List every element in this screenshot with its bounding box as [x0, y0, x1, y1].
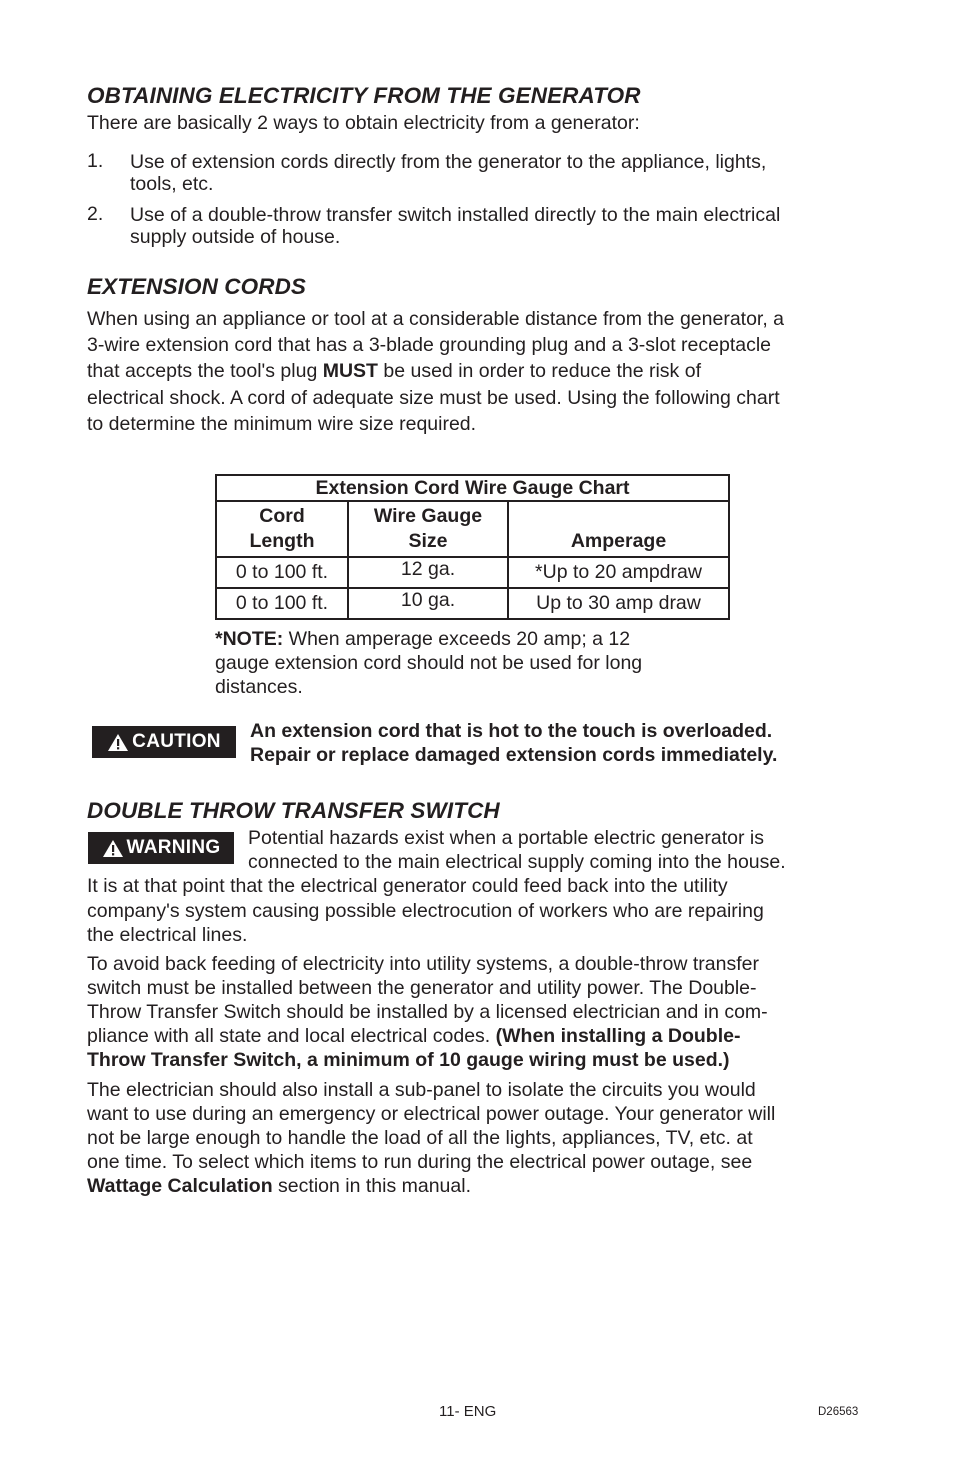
emphasis-must: MUST	[322, 360, 378, 382]
paragraph-line: 3-wire extension cord that has a 3-blade grounding plug and a 3-slot receptacle	[87, 334, 772, 356]
header-amperage: Amperage	[508, 501, 729, 557]
paragraph-line: To avoid back feeding of electricity into utility systems, a double-throw transfer	[87, 953, 759, 975]
paragraph-line: When using an appliance or tool at a considerable distance from the generator, a	[87, 308, 785, 330]
table-title: Extension Cord Wire Gauge Chart	[216, 475, 729, 501]
heading-obtaining-electricity: OBTAINING ELECTRICITY FROM THE GENERATOR	[87, 83, 641, 108]
paragraph-text: be used in order to reduce the risk of	[377, 360, 701, 382]
paragraph-line: The electrician should also install a sub-panel to isolate the circuits you would	[87, 1079, 756, 1101]
warning-text-line1: Potential hazards exist when a portable electric generator is	[248, 827, 764, 849]
heading-extension-cords: EXTENSION CORDS	[87, 274, 307, 299]
paragraph-line: to determine the minimum wire size required.	[87, 413, 477, 435]
paragraph-line: Throw Transfer Switch should be installed by a licensed electrician and in com-	[87, 1001, 768, 1023]
warning-badge	[88, 832, 234, 864]
warning-text-line2: connected to the main electrical supply coming into the house.	[248, 851, 786, 873]
alert-triangle-icon	[102, 839, 124, 858]
warning-label: WARNING	[126, 837, 221, 858]
table-note: *NOTE: When amperage exceeds 20 amp; a 12	[215, 628, 631, 650]
cell-length: 0 to 100 ft.	[216, 588, 348, 619]
paragraph-line: pliance with all state and local electrical codes. (When installing a Double-	[87, 1025, 741, 1047]
paragraph-line: one time. To select which items to run during the electrical power outage, see	[87, 1151, 753, 1173]
wire-gauge-table	[215, 474, 730, 620]
page-number: 11- ENG	[439, 1403, 497, 1420]
table-row	[216, 557, 729, 588]
list-number-2: 2.	[87, 203, 104, 225]
cell-amperage: *Up to 20 ampdraw	[508, 557, 729, 588]
list-item-2-line2: supply outside of house.	[130, 226, 341, 248]
table-row	[216, 588, 729, 619]
paragraph-line: not be large enough to handle the load of all the lights, appliances, TV, etc. at	[87, 1127, 753, 1149]
paragraph-text: that accepts the tool's plug	[87, 360, 323, 382]
paragraph-line: want to use during an emergency or electrical power outage. Your generator will	[87, 1103, 776, 1125]
caution-text-line1: An extension cord that is hot to the touch is overloaded.	[250, 720, 773, 742]
heading-double-throw: DOUBLE THROW TRANSFER SWITCH	[87, 798, 500, 823]
header-cord-length: Cord Length	[216, 501, 348, 557]
cell-gauge: 10 ga.	[348, 588, 508, 619]
warning-text-line3: It is at that point that the electrical generator could feed back into the utility	[87, 875, 728, 897]
document-code: D26563	[818, 1406, 859, 1418]
header-wire-gauge: Wire Gauge Size	[348, 501, 508, 557]
cell-length: 0 to 100 ft.	[216, 557, 348, 588]
cell-gauge: 12 ga.	[348, 557, 508, 588]
list-item-1-line1: Use of extension cords directly from the generator to the appliance, lights,	[130, 151, 767, 173]
paragraph-line	[87, 359, 701, 383]
list-item-1-line2: tools, etc.	[130, 173, 214, 195]
paragraph-line: electrical shock. A cord of adequate size must be used. Using the following chart	[87, 387, 780, 409]
table-note-line2: gauge extension cord should not be used for long	[215, 652, 643, 674]
alert-triangle-icon	[107, 733, 129, 752]
paragraph-line: Throw Transfer Switch, a minimum of 10 gauge wiring must be used.)	[87, 1049, 730, 1071]
wattage-calculation-ref: Wattage Calculation	[87, 1175, 273, 1197]
list-number-1: 1.	[87, 150, 104, 172]
list-item-2-line1: Use of a double-throw transfer switch installed directly to the main electrical	[130, 204, 781, 226]
paragraph-line: switch must be installed between the generator and utility power. The Double-	[87, 977, 757, 999]
paragraph-line: Wattage Calculation section in this manual.	[87, 1175, 471, 1197]
caution-text-line2: Repair or replace damaged extension cords immediately.	[250, 744, 778, 766]
table-note-line3: distances.	[215, 676, 303, 698]
caution-badge	[92, 726, 236, 758]
intro-text: There are basically 2 ways to obtain electricity from a generator:	[87, 112, 640, 134]
cell-amperage: Up to 30 amp draw	[508, 588, 729, 619]
caution-label: CAUTION	[132, 731, 221, 752]
warning-text-line4: company's system causing possible electrocution of workers who are repairing	[87, 900, 764, 922]
warning-text-line5: the electrical lines.	[87, 924, 248, 946]
